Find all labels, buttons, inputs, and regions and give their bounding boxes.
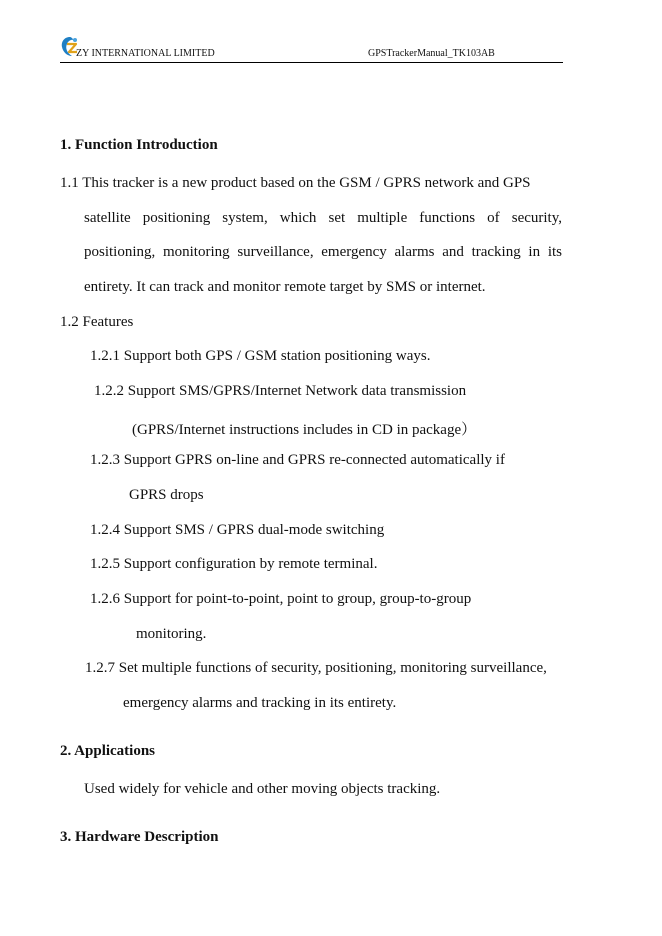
feature-1-2-4: 1.2.4 Support SMS / GPRS dual-mode switching	[90, 522, 385, 538]
paragraph-1-1-line-3: positioning, monitoring surveillance, emergency alarms and tracking in its	[84, 244, 562, 260]
applications-text: Used widely for vehicle and other moving objects tracking.	[84, 781, 441, 797]
section-title-hardware-description: 3. Hardware Description	[60, 829, 219, 845]
feature-1-2-2-note: (GPRS/Internet instructions includes in CD in package）	[132, 422, 477, 438]
feature-1-2-2: 1.2.2 Support SMS/GPRS/Internet Network data transmission	[94, 383, 467, 399]
paragraph-1-1-line-4: entirety. It can track and monitor remote target by SMS or internet.	[84, 279, 486, 295]
section-title-applications: 2. Applications	[60, 743, 156, 759]
features-title: 1.2 Features	[60, 314, 134, 330]
feature-1-2-7: 1.2.7 Set multiple functions of security, positioning, monitoring surveillance,	[85, 660, 547, 676]
feature-1-2-7-continued: emergency alarms and tracking in its entirety.	[123, 695, 397, 711]
feature-1-2-1: 1.2.1 Support both GPS / GSM station positioning ways.	[90, 348, 431, 364]
header-divider	[60, 62, 563, 63]
header-company-name: ZY INTERNATIONAL LIMITED	[76, 48, 215, 59]
section-title-function-introduction: 1. Function Introduction	[60, 137, 218, 153]
paragraph-1-1-line-1: 1.1 This tracker is a new product based on the GSM / GPRS network and GPS	[60, 175, 531, 191]
header-manual-name: GPSTrackerManual_TK103AB	[368, 48, 495, 59]
feature-1-2-6-continued: monitoring.	[136, 626, 207, 642]
feature-1-2-3-continued: GPRS drops	[129, 487, 204, 503]
paragraph-1-1-line-2: satellite positioning system, which set multiple functions of security,	[84, 210, 562, 226]
feature-1-2-6: 1.2.6 Support for point-to-point, point to group, group-to-group	[90, 591, 472, 607]
feature-1-2-5: 1.2.5 Support configuration by remote terminal.	[90, 556, 378, 572]
feature-1-2-3: 1.2.3 Support GPRS on-line and GPRS re-connected automatically if	[90, 452, 505, 468]
